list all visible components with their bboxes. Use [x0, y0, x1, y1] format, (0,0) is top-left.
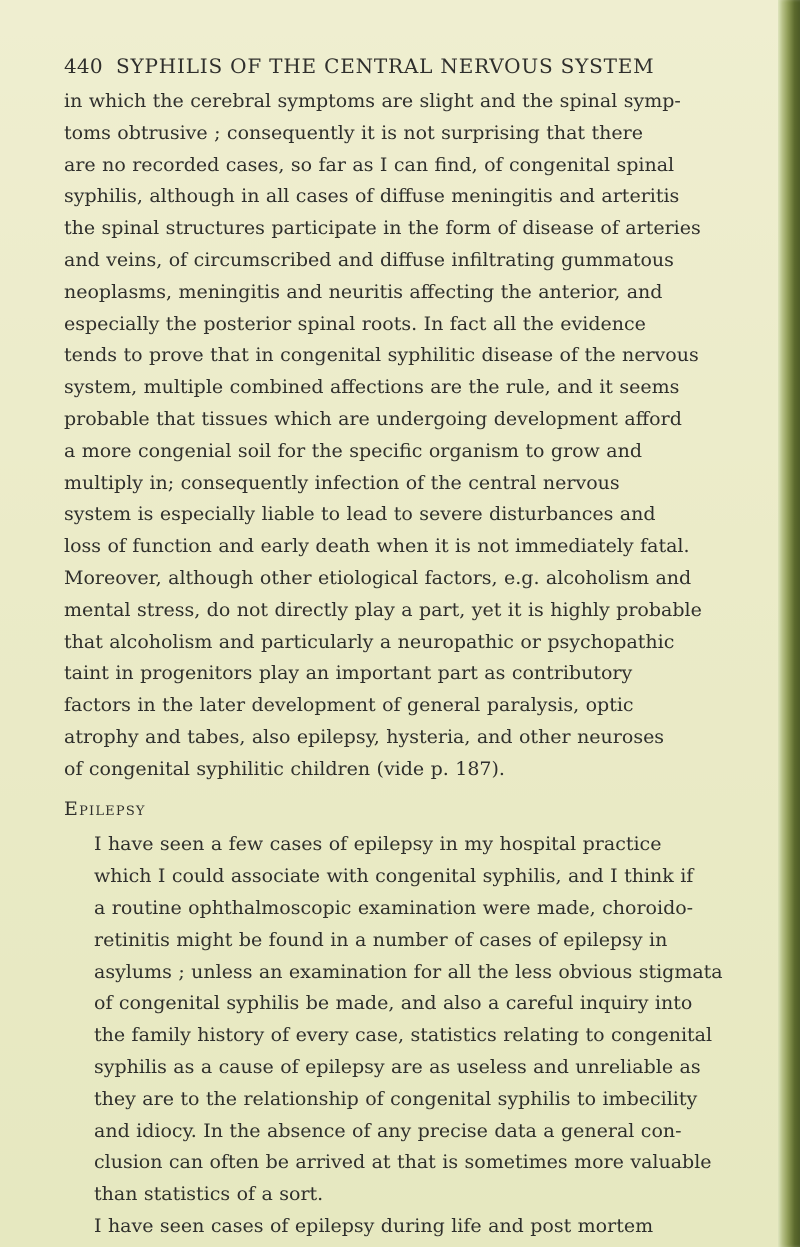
text-line: a more congenial soil for the specific organism to grow and [64, 439, 642, 462]
text-line: system is especially liable to lead to severe disturbances and [64, 503, 656, 526]
text-line: a routine ophthalmoscopic examination were made, choroido- [94, 896, 694, 919]
book-page-edge [778, 0, 800, 1247]
body-text [64, 86, 740, 1243]
book-page [64, 54, 740, 1243]
text-line: tends to prove that in congenital syphilitic disease of the nervous [64, 344, 699, 367]
text-line: in which the cerebral symptoms are slight and the spinal symp- [64, 90, 681, 112]
text-line: probable that tissues which are undergoing development afford [64, 407, 682, 430]
text-line: asylums ; unless an examination for all the less obvious stigmata [94, 960, 723, 983]
text-line: atrophy and tabes, also epilepsy, hysteria, and other neuroses [64, 725, 665, 748]
text-line: of congenital syphilis be made, and also a careful inquiry into [94, 992, 693, 1015]
text-line: taint in progenitors play an important part as contributory [64, 662, 633, 685]
text-line: retinitis might be found in a number of cases of epilepsy in [94, 928, 668, 951]
text-line: than statistics of a sort. [94, 1183, 324, 1206]
text-line: loss of function and early death when it is not immediately fatal. [64, 535, 690, 558]
text-line: toms obtrusive ; consequently it is not surprising that there [64, 121, 643, 144]
text-line: the spinal structures participate in the form of disease of arteries [64, 217, 701, 240]
text-line: syphilis, although in all cases of diffuse meningitis and arteritis [64, 185, 680, 208]
text-line: system, multiple combined affections are the rule, and it seems [64, 376, 680, 399]
text-line: mental stress, do not directly play a part, yet it is highly probable [64, 598, 702, 621]
section-heading-epilepsy: Epilepsy [64, 797, 146, 820]
text-line: especially the posterior spinal roots. In fact all the evidence [64, 312, 646, 335]
text-line: Moreover, although other etiological factors, e.g. alcoholism and [64, 566, 692, 589]
running-header [64, 54, 740, 78]
paragraph-continued [64, 86, 740, 786]
text-line: clusion can often be arrived at that is sometimes more valuable [94, 1151, 712, 1174]
text-line: are no recorded cases, so far as I can find, of congenital spinal [64, 153, 675, 176]
text-line: of congenital syphilitic children (vide p. 187). [64, 757, 505, 780]
text-line: they are to the relationship of congenital syphilis to imbecility [94, 1087, 698, 1110]
text-line: and veins, of circumscribed and diffuse infiltrating gummatous [64, 248, 674, 271]
text-line: multiply in; consequently infection of the central nervous [64, 471, 620, 494]
text-line: which I could associate with congenital syphilis, and I think if [94, 865, 694, 888]
text-line: and idiocy. In the absence of any precise data a general con- [94, 1119, 682, 1142]
text-line: factors in the later development of general paralysis, optic [64, 694, 634, 717]
text-line: that alcoholism and particularly a neuropathic or psychopathic [64, 630, 675, 653]
page-number: 440 [64, 54, 103, 78]
text-line: I have seen a few cases of epilepsy in my hospital practice [94, 833, 662, 856]
text-line: the family history of every case, statistics relating to congenital [94, 1024, 713, 1047]
running-title: SYPHILIS OF THE CENTRAL NERVOUS SYSTEM [116, 54, 655, 78]
paragraph-post-mortem [64, 1211, 740, 1243]
paragraph-epilepsy [64, 829, 740, 1211]
text-line: neoplasms, meningitis and neuritis affecting the anterior, and [64, 280, 663, 303]
text-line: syphilis as a cause of epilepsy are as useless and unreliable as [94, 1055, 701, 1078]
text-line: I have seen cases of epilepsy during life and post mortem [94, 1214, 654, 1237]
